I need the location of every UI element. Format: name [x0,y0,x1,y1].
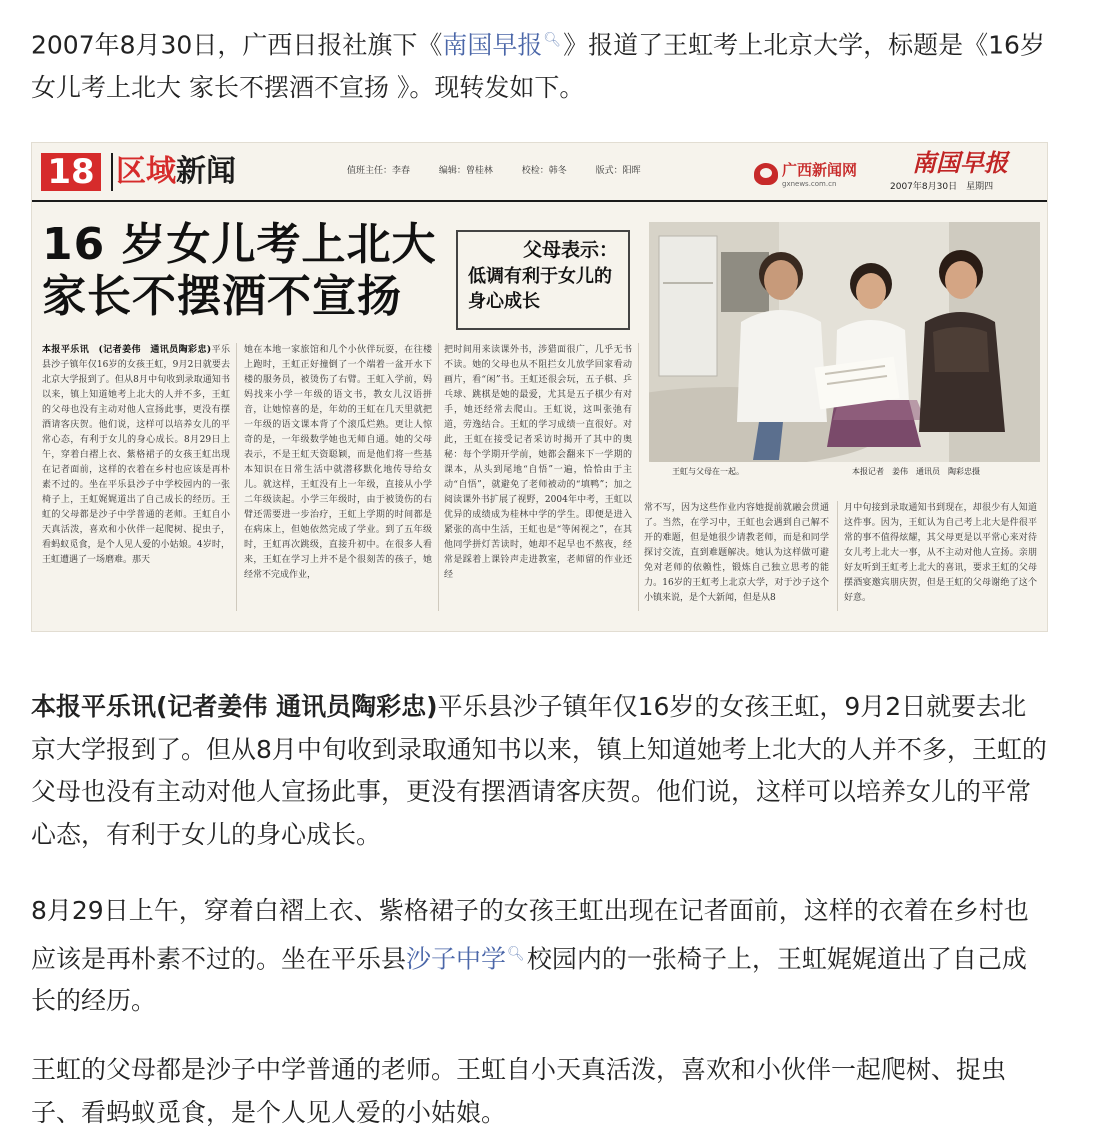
gxnews-logo [754,159,872,189]
subheadline-lead: 父母表示： [522,239,618,261]
subheadline-box [456,230,630,330]
intro-paragraph [31,19,1051,109]
credit-item: 版式：阳晖 [595,166,641,176]
photo-caption [672,466,1037,478]
body-paragraph-1 [31,686,1051,856]
paper-name: 南国早报 [912,148,1008,177]
header-rule [32,200,1047,202]
paragraph-text: 平乐县沙子镇年仅16岁的女孩王虹，9月2日就要去北京大学报到了。但从8月中旬收到录取通知书以来，镇上知道她考上北大的人并不多，王虹的父母也没有主动对他人宣扬此事，更没有摆酒请客庆贺。他们说，这样可以培养女儿的平常心态，有利于女儿的身心成长。 [31,692,1047,849]
search-icon[interactable]: 🔍︎ [543,32,562,48]
column-divider [236,343,237,611]
article-column-5: 月中旬接到录取通知书到现在，却很少有人知道这件事。因为，王虹认为自己考上北大是件很平常的事不值得炫耀，其父母更是以平常心来对待女儿考上北大一事，从不主动对他人宣扬。亲朋好友听到王虹考上北大的喜讯，要求王虹的父母摆酒宴邀宾朋庆贺，但是王虹的父母谢绝了这个好意。 [844,503,1037,603]
link-shazi-middle-school[interactable]: 沙子中学 [406,943,507,973]
article-column-1 [42,343,230,613]
credit-item: 值班主任：李春 [347,166,411,176]
photo-caption-credit: 本报记者 姜伟 通讯员 陶彩忠摄 [852,467,980,476]
photo-caption-left: 王虹与父母在一起。 [672,467,744,476]
newspaper-clipping [31,142,1048,632]
article-column-3: 把时间用来读课外书，涉猎面很广，几乎无书不读。她的父母也从不阻拦女儿放学回家看动画片，看“闲”书。王虹还很会玩，五子棋、乒乓球、跳棋是她的最爱，尤其是五子棋少有对手，她还经常去爬山。王虹说，这叫张弛有道，劳逸结合。王虹的学习成绩一直很好。对此，王虹在接受记者采访时揭开了其中的奥秘：每个学期开学前，她都会翻来下一学期的课本，从头到尾地“自悟”一遍，恰恰由于主动“自悟”，就避免了老师被动的“填鸭”；加之阅读课外书扩展了视野，2004年中考，王虹以优异的成绩成为桂林中学的学生。即便是进入紧张的高中生活，王虹也是“等闲视之”，在其他同学拼灯苦读时，她却不起早也不熬夜，经常是踩着上课铃声走进教室，老师留的作业还经 [444,345,632,580]
paper-date: 2007年8月30日 星期四 [890,182,994,192]
body-paragraph-3: 王虹的父母都是沙子中学普通的老师。王虹自小天真活泼，喜欢和小伙伴一起爬树、捉虫子、看蚂蚁觅食，是个人见人爱的小姑娘。 [31,1055,1007,1127]
column-divider [837,501,838,611]
section-title-red: 区域 [116,154,176,189]
column-text: 平乐县沙子镇年仅16岁的女孩王虹，9月2日就要去北京大学报到了。但从8月中旬收到录取通知书以来，镇上知道她考上北大的人并不多，王虹的父母也没有主动对他人宣扬此事，更没有摆酒请客庆贺。他们说，这样可以培养女儿的平常心态，有利于女儿的身心成长。8月29日上午，穿着白褶上衣、紫格裙子的女孩王虹出现在记者面前，这样的衣着在乡村也应该是再朴素不过的。坐在平乐县沙子中学校园内的一张椅子上，王虹娓娓道出了自己成长的经历。王虹的父母都是沙子中学普通的老师。王虹自小天真活泼，喜欢和小伙伴一起爬树、捉虫子，看蚂蚁觅食，是个人见人爱的小姑娘。4岁时，王虹遭遇了一场磨难。那天 [42,345,230,565]
credit-item: 编辑：曾桂林 [438,166,493,176]
body-paragraph-2 [31,890,1051,1023]
gxnews-logo-url: gxnews.com.cn [782,180,837,188]
link-nanguo-zaobao[interactable]: 南国早报 [442,30,543,60]
column-lead: 本报平乐讯 (记者姜伟 通讯员陶彩忠) [42,345,212,355]
gxnews-logo-icon [754,163,778,185]
credit-item: 校检：韩冬 [521,166,567,176]
subheadline-text: 低调有利于女儿的身心成长 [468,266,612,312]
article-column-4: 常不写，因为这些作业内容她提前就融会贯通了。当然，在学习中，王虹也会遇到自己解不开的难题，但是她很少请教老师，而是和同学探讨交流，直到难题解决。她认为这样做可避免对老师的依赖性，锻炼自己独立思考的能力。16岁的王虹考上北京大学，对于沙子这个小镇来说，是个大新闻，但是从8 [644,503,829,603]
family-photo [649,222,1040,462]
editor-credits [347,165,667,177]
header-divider [111,153,113,191]
intro-text-before: 2007年8月30日，广西日报社旗下《 [31,30,443,60]
intro-text-after: 》报道了王虹考上北京大学，标题是《16岁女儿考上北大 家长不摆酒不宣扬 》。现转发如下。 [31,30,1045,102]
gxnews-logo-text: 广西新闻网 [782,161,858,179]
search-icon[interactable]: 🔍︎ [507,945,525,962]
paragraph-text-before: 8月29日上午，穿着白褶上衣、紫格裙子的女孩王虹出现在记者面前，这样的衣着在乡村也应该是再朴素不过的。坐在平乐县 [31,896,1029,973]
headline-line-2: 家长不摆酒不宣扬 [42,271,402,322]
section-title [116,153,236,191]
column-divider [638,343,639,611]
paragraph-lead: 本报平乐讯(记者姜伟 通讯员陶彩忠) [31,692,438,721]
column-divider [438,343,439,611]
newspaper-header [32,143,1047,199]
article-headline [42,219,442,323]
headline-line-1: 16 岁女儿考上北大 [42,219,437,270]
section-title-black: 新闻 [176,154,236,189]
paragraph-text-after: 校园内的一张椅子上，王虹娓娓道出了自己成长的经历。 [31,943,1027,1016]
family-photo-illustration [649,222,1040,462]
page-number: 18 [41,153,101,191]
article-column-2: 她在本地一家旅馆和几个小伙伴玩耍，在往楼上跑时，王虹正好撞倒了一个端着一盆开水下楼的服务员，被烫伤了右臂。王虹入学前，妈妈找来小学一年级的语文书，教女儿汉语拼音，让她惊喜的是，年幼的王虹在几天里就把一年级的语文课本背了个滚瓜烂熟。更让人惊奇的是，一年级数学她也无师自通。她的父母表示，不是王虹天资聪颖，而是他们将一些基本知识在日常生活中就潜移默化地传导给女儿。就这样，王虹没有上一年级，直接从小学二年级读起。小学三年级时，由于被烫伤的右臂还需要进一步治疗，王虹上学期的时间都是在病床上，但她依然完成了学业。到了五年级时，王虹再次跳级，直接升初中。在很多人看来，王虹在学习上并不是个很刻苦的孩子，她经常不完成作业， [244,345,432,580]
